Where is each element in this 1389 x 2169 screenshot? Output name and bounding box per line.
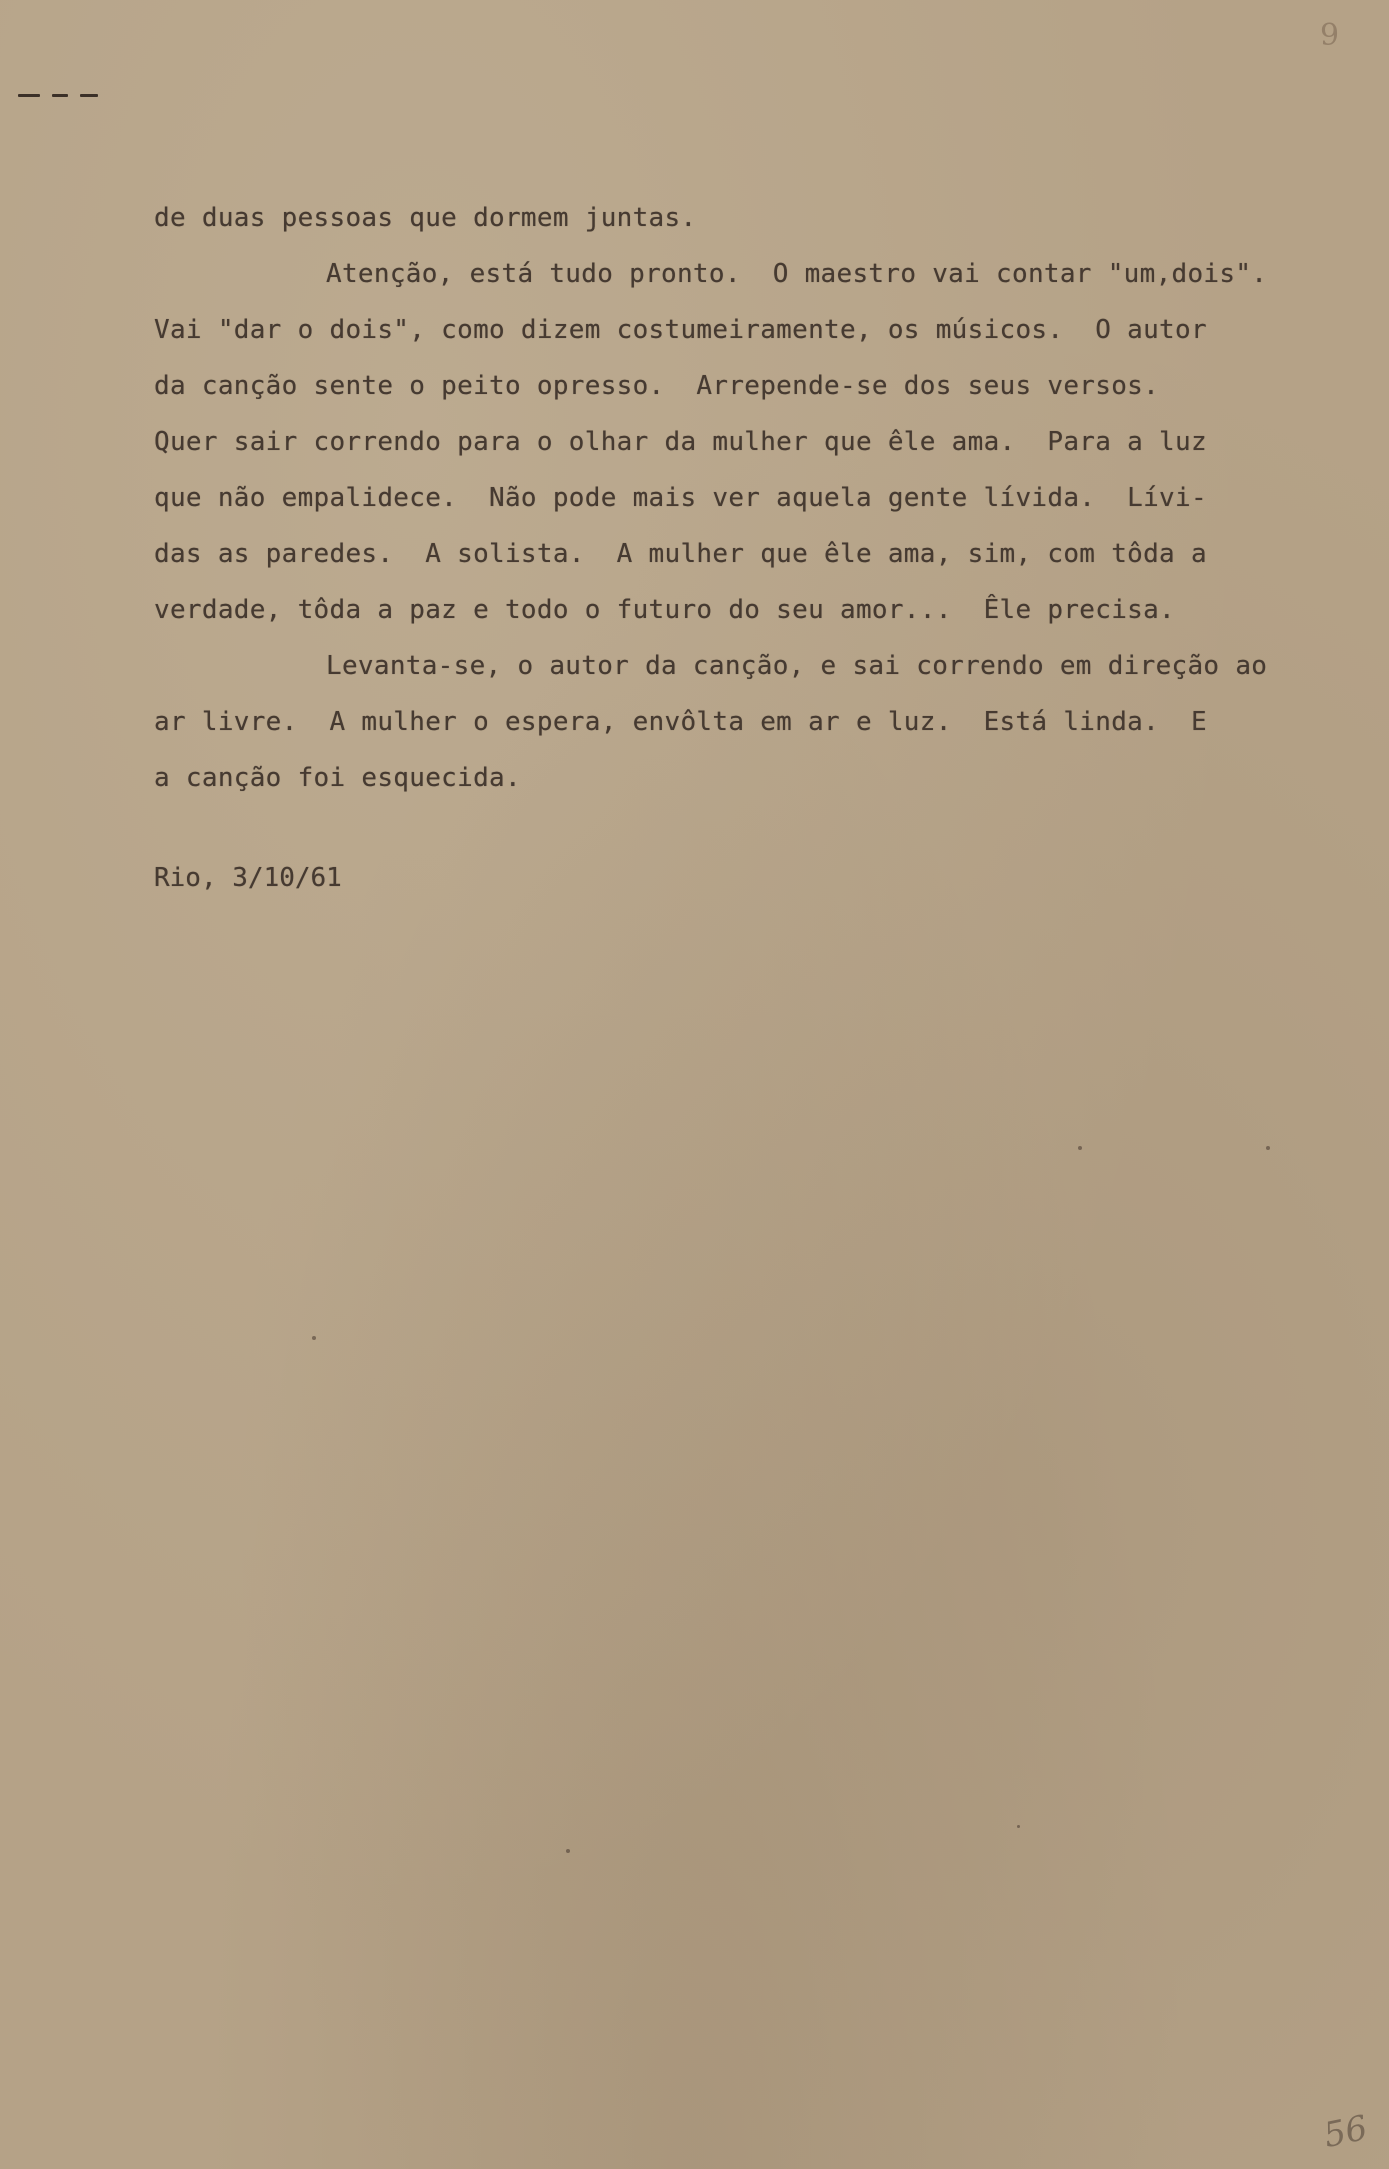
text-line-7: das as paredes. A solista. A mulher que êle ama, sim, com tôda a — [154, 539, 1207, 569]
paper-speck — [566, 1849, 570, 1853]
paper-speck — [1266, 1146, 1270, 1150]
typed-text-body — [154, 190, 1334, 806]
text-line-10: ar livre. A mulher o espera, envôlta em ar e luz. Está linda. E — [154, 707, 1207, 737]
text-line-11: a canção foi esquecida. — [154, 763, 521, 793]
text-line-5: Quer sair correndo para o olhar da mulher que êle ama. Para a luz — [154, 427, 1207, 457]
paper-speck — [1078, 1146, 1082, 1150]
typed-dash-mark — [18, 92, 110, 98]
text-line-8: verdade, tôda a paz e todo o futuro do seu amor... Êle precisa. — [154, 595, 1176, 625]
date-line: Rio, 3/10/61 — [154, 863, 342, 893]
text-line-3: Vai "dar o dois", como dizem costumeiramente, os músicos. O autor — [154, 315, 1207, 345]
handwritten-page-number: 56 — [1320, 2107, 1371, 2157]
text-line-1: de duas pessoas que dormem juntas. — [154, 203, 697, 233]
text-line-4: da canção sente o peito opresso. Arrepende-se dos seus versos. — [154, 371, 1160, 401]
text-line-6: que não empalidece. Não pode mais ver aquela gente lívida. Lívi- — [154, 483, 1207, 513]
paper-speck — [312, 1336, 316, 1340]
corner-pencil-mark: 9 — [1320, 18, 1340, 53]
paper-speck — [1017, 1825, 1020, 1828]
text-line-9: Levanta-se, o autor da canção, e sai correndo em direção ao — [326, 651, 1268, 681]
text-line-2: Atenção, está tudo pronto. O maestro vai contar "um,dois". — [326, 259, 1268, 289]
